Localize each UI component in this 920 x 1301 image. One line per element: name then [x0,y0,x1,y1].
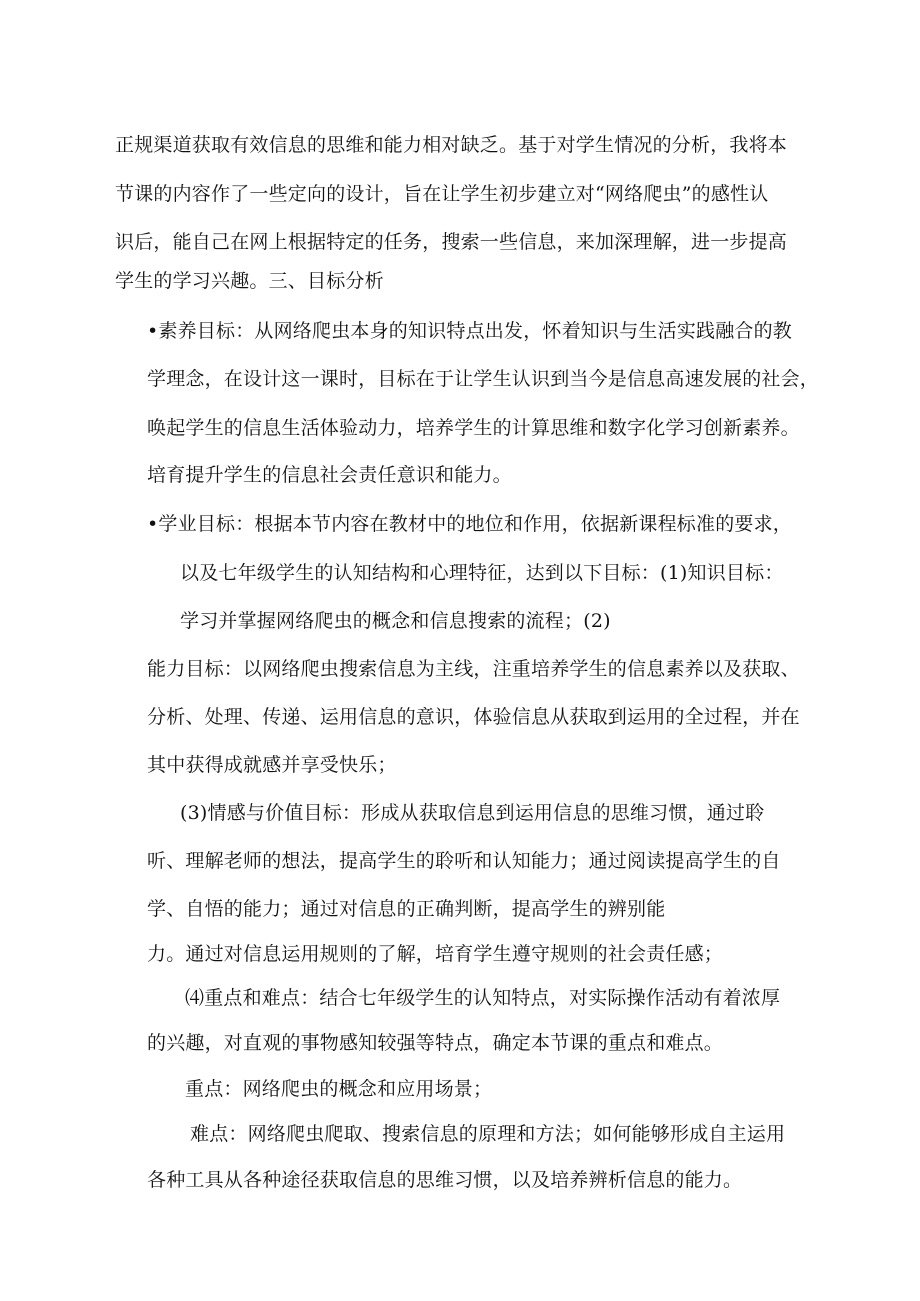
text-line: 学习并掌握网络爬虫的概念和信息搜索的流程；(2) [180,610,611,632]
text-line: 各种工具从各种途径获取信息的思维习惯，以及培养辨析信息的能力。 [147,1169,743,1191]
text-line: 难点：网络爬虫爬取、搜索信息的原理和方法；如何能够形成自主运用 [190,1123,786,1145]
text-line: 的兴趣，对直观的事物感知较强等特点，确定本节课的重点和难点。 [147,1032,724,1054]
text-line: ⑷重点和难点：结合七年级学生的认知特点，对实际操作活动有着浓厚 [185,987,781,1009]
text-line: 学理念，在设计这一课时，目标在于让学生认识到当今是信息高速发展的社会， [147,368,820,390]
text-line: 力。通过对信息运用规则的了解，培育学生遵守规则的社会责任感； [147,943,724,965]
text-line: 识后，能自己在网上根据特定的任务，搜索一些信息，来加深理解，进一步提高 [115,231,788,253]
text-line: 听、理解老师的想法，提高学生的聆听和认知能力；通过阅读提高学生的自 [147,850,781,872]
text-line: •学业目标：根据本节内容在教材中的地位和作用，依据新课程标准的要求， [147,513,793,535]
text-line: 培育提升学生的信息社会责任意识和能力。 [147,464,512,486]
text-line: 学生的学习兴趣。三、目标分析 [115,270,384,292]
text-line: 能力目标：以网络爬虫搜索信息为主线，注重培养学生的信息素养以及获取、 [147,658,800,680]
text-line: 分析、处理、传递、运用信息的意识，体验信息从获取到运用的全过程，并在 [147,706,800,728]
text-line: •素养目标：从网络爬虫本身的知识特点出发，怀着知识与生活实践融合的教 [147,320,793,342]
text-line: (3)情感与价值目标：形成从获取信息到运用信息的思维习惯，通过聆 [180,802,765,824]
text-line: 以及七年级学生的认知结构和心理特征，达到以下目标：(1)知识目标： [180,562,784,584]
text-line: 正规渠道获取有效信息的思维和能力相对缺乏。基于对学生情况的分析，我将本 [115,134,788,156]
text-line: 学、自悟的能力；通过对信息的正确判断，提高学生的辨别能 [147,898,666,920]
text-line: 节课的内容作了一些定向的设计，旨在让学生初步建立对“网络爬虫”的感性认 [115,183,769,205]
text-line: 唤起学生的信息生活体验动力，培养学生的计算思维和数字化学习创新素养。 [147,417,800,439]
text-line: 其中获得成就感并享受快乐； [147,754,397,776]
text-line: 重点：网络爬虫的概念和应用场景； [185,1078,493,1100]
